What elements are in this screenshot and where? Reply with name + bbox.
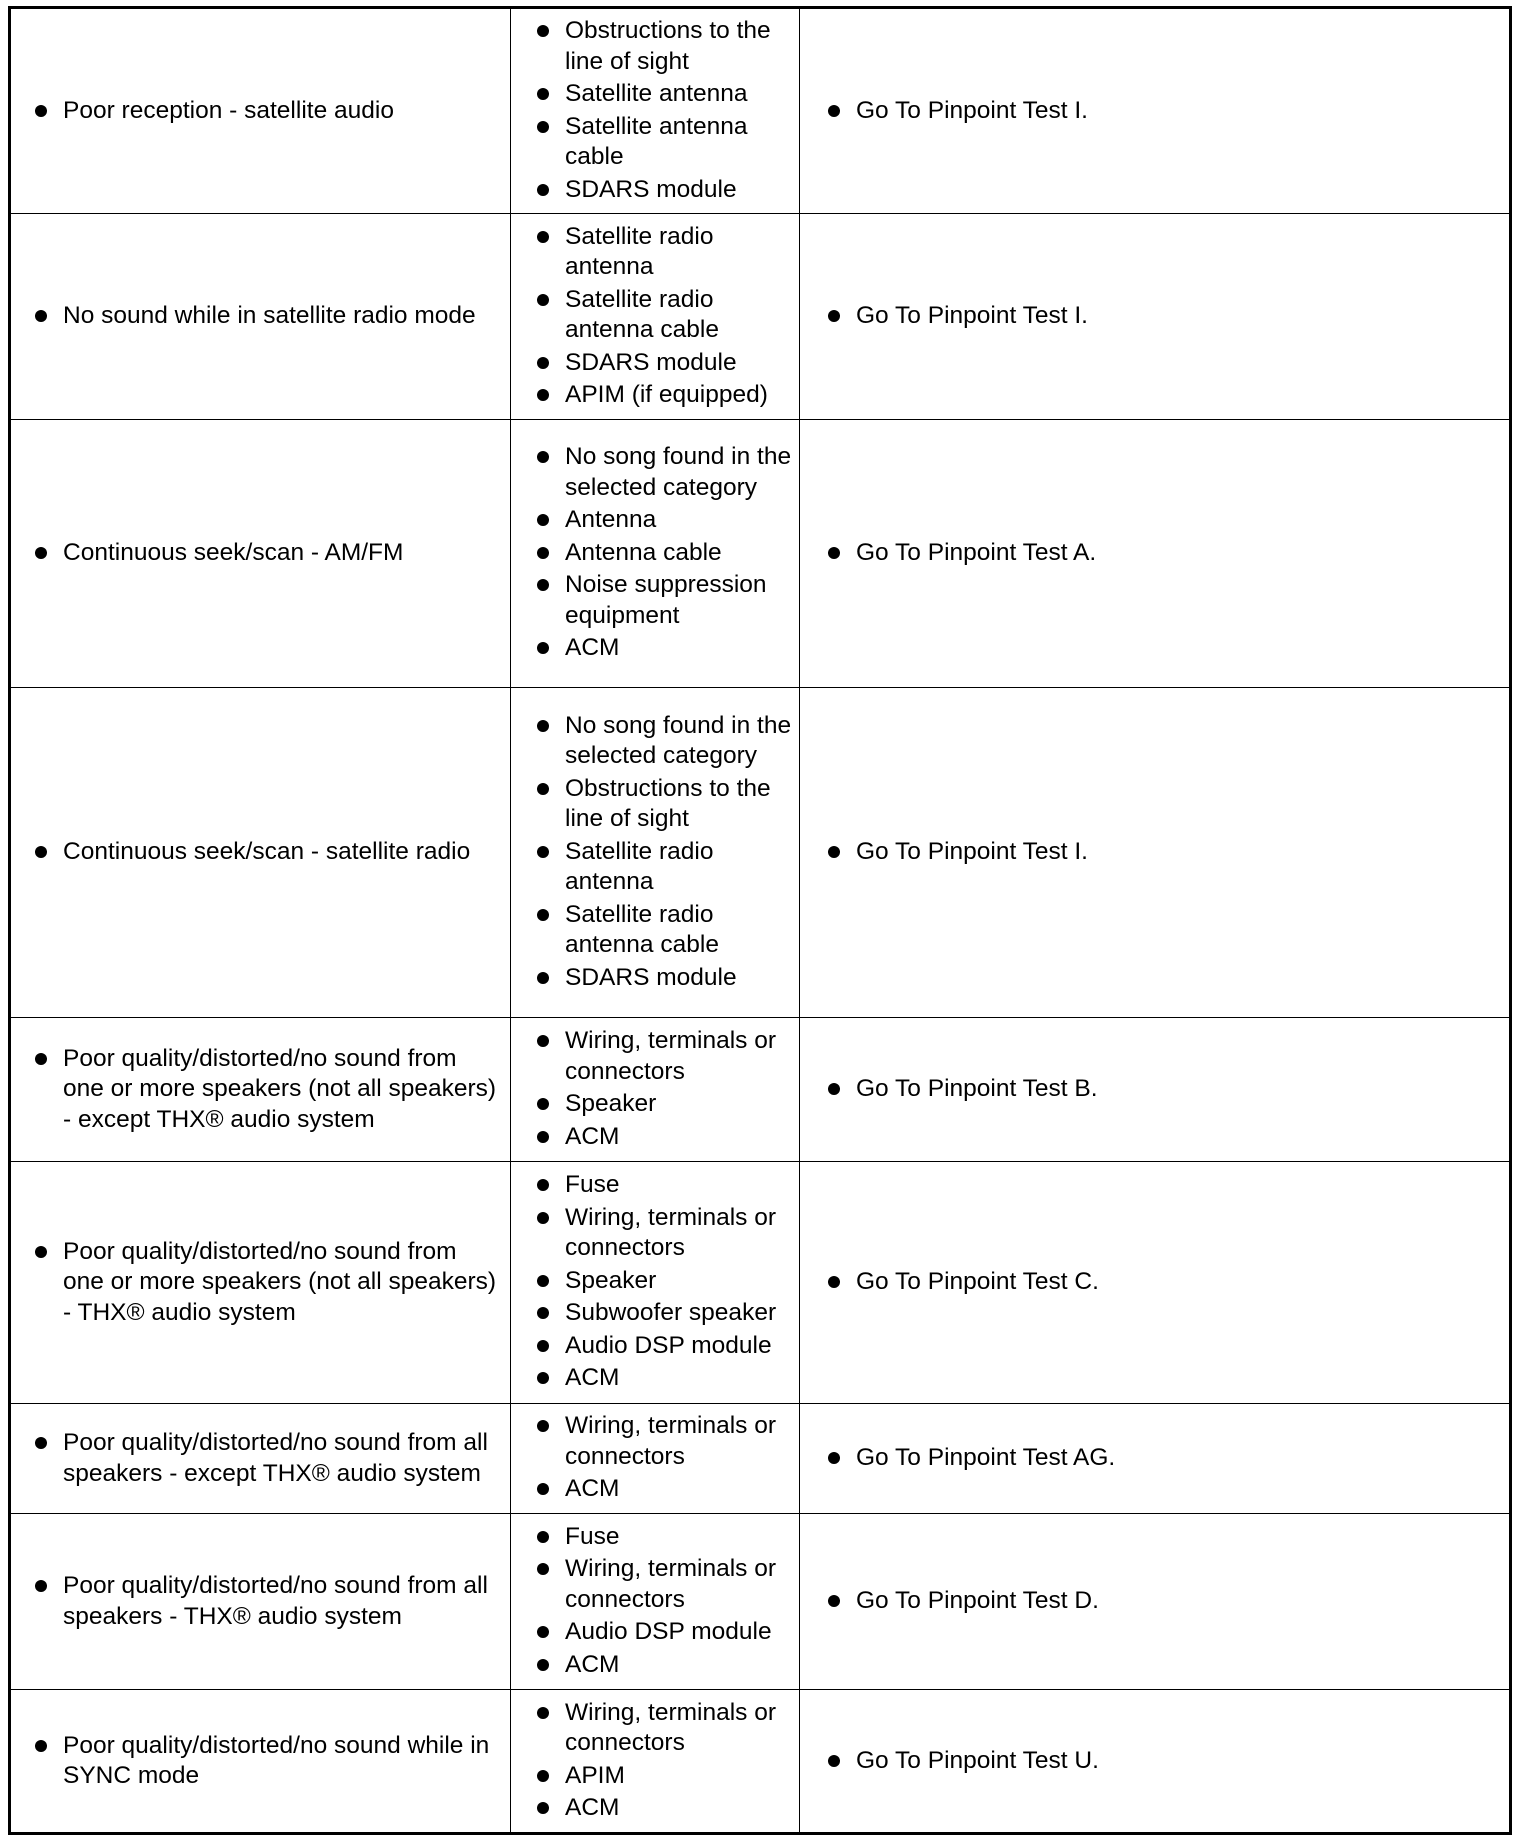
- symptom-cell: [10, 8, 511, 214]
- bullet-icon: [537, 121, 549, 133]
- symptom-item: [31, 837, 502, 868]
- possible-sources-cell: [511, 1514, 800, 1690]
- bullet-icon: [537, 1131, 549, 1143]
- bullet-icon: [35, 846, 47, 858]
- bullet-icon: [537, 25, 549, 37]
- bullet-icon: [537, 972, 549, 984]
- source-text: Satellite radio antenna: [565, 837, 714, 896]
- bullet-icon: [537, 1563, 549, 1575]
- source-text: ACM: [565, 1475, 620, 1503]
- action-text: Go To Pinpoint Test D.: [856, 1587, 1099, 1615]
- symptom-item: [31, 1428, 502, 1489]
- possible-sources-cell: [511, 1690, 800, 1834]
- possible-sources-cell: [511, 1404, 800, 1514]
- action-cell: [800, 1514, 1511, 1690]
- bullet-icon: [537, 1420, 549, 1432]
- symptom-text: Poor quality/distorted/no sound from one or more speakers (not all speakers) - THX® audio system: [63, 1237, 497, 1326]
- list-item: [533, 1650, 793, 1681]
- list-item: [533, 285, 793, 346]
- symptom-item: [31, 96, 502, 127]
- list-item: [533, 505, 793, 536]
- action-cell: [800, 688, 1511, 1018]
- source-text: Obstructions to the line of sight: [565, 17, 771, 75]
- action-cell: [800, 214, 1511, 420]
- bullet-icon: [537, 642, 549, 654]
- symptom-text: Poor quality/distorted/no sound from one or more speakers (not all speakers) - except THX® audio system: [63, 1044, 497, 1133]
- action-text: Go To Pinpoint Test I.: [856, 302, 1088, 330]
- source-text: Satellite antenna: [565, 80, 748, 107]
- table-row: [10, 1514, 1511, 1690]
- bullet-icon: [35, 547, 47, 559]
- list-item: [533, 1554, 793, 1615]
- symptom-cell: [10, 1514, 511, 1690]
- bullet-icon: [537, 1212, 549, 1224]
- bullet-icon: [537, 184, 549, 196]
- table-row: [10, 8, 1511, 214]
- bullet-icon: [537, 1372, 549, 1384]
- symptom-text: Continuous seek/scan - AM/FM: [63, 539, 404, 567]
- list-item: [533, 1698, 793, 1759]
- source-text: APIM: [565, 1761, 625, 1789]
- symptom-chart: [8, 6, 1512, 1832]
- list-item: [533, 112, 793, 173]
- source-text: SDARS module: [565, 348, 737, 376]
- bullet-icon: [537, 846, 549, 858]
- source-text: Satellite antenna cable: [565, 112, 748, 170]
- bullet-icon: [537, 1098, 549, 1110]
- source-text: Wiring, terminals or connectors: [565, 1698, 777, 1756]
- source-text: ACM: [565, 1122, 620, 1150]
- list-item: [533, 963, 793, 994]
- table-row: [10, 1162, 1511, 1404]
- action-item: [824, 1586, 1499, 1617]
- bullet-icon: [537, 783, 549, 795]
- list-item: [533, 1089, 793, 1120]
- list-item: [533, 1170, 793, 1201]
- list-item: [533, 222, 793, 283]
- possible-sources-list: [533, 1522, 793, 1681]
- source-text: Audio DSP module: [565, 1331, 772, 1359]
- action-cell: [800, 1404, 1511, 1514]
- source-text: No song found in the selected category: [565, 443, 792, 501]
- bullet-icon: [828, 310, 840, 322]
- bullet-icon: [537, 1179, 549, 1191]
- action-text: Go To Pinpoint Test I.: [856, 96, 1088, 124]
- source-text: Fuse: [565, 1522, 620, 1550]
- action-cell: [800, 1018, 1511, 1162]
- symptom-item: [31, 1731, 502, 1792]
- action-text: Go To Pinpoint Test AG.: [856, 1444, 1116, 1472]
- action-text: Go To Pinpoint Test U.: [856, 1746, 1099, 1774]
- list-item: [533, 1474, 793, 1505]
- list-item: [533, 774, 793, 835]
- possible-sources-cell: [511, 688, 800, 1018]
- list-item: [533, 1298, 793, 1329]
- source-text: Wiring, terminals or connectors: [565, 1412, 777, 1470]
- bullet-icon: [828, 105, 840, 117]
- bullet-icon: [537, 579, 549, 591]
- possible-sources-list: [533, 1026, 793, 1152]
- symptom-item: [31, 1571, 502, 1632]
- possible-sources-list: [533, 222, 793, 411]
- bullet-icon: [35, 105, 47, 117]
- bullet-icon: [828, 846, 840, 858]
- possible-sources-list: [533, 442, 793, 664]
- action-text: Go To Pinpoint Test A.: [856, 539, 1097, 567]
- list-item: [533, 380, 793, 411]
- source-text: Audio DSP module: [565, 1618, 772, 1646]
- bullet-icon: [35, 1246, 47, 1258]
- source-text: Wiring, terminals or connectors: [565, 1027, 777, 1085]
- bullet-icon: [537, 451, 549, 463]
- symptom-cell: [10, 688, 511, 1018]
- source-text: Wiring, terminals or connectors: [565, 1203, 777, 1262]
- bullet-icon: [537, 294, 549, 306]
- symptom-table: [8, 6, 1512, 1835]
- bullet-icon: [35, 1053, 47, 1065]
- symptom-cell: [10, 1018, 511, 1162]
- bullet-icon: [537, 1802, 549, 1814]
- source-text: ACM: [565, 1364, 620, 1392]
- list-item: [533, 1617, 793, 1648]
- symptom-cell: [10, 1162, 511, 1404]
- source-text: APIM (if equipped): [565, 381, 768, 408]
- action-text: Go To Pinpoint Test I.: [856, 838, 1088, 866]
- action-cell: [800, 420, 1511, 688]
- source-text: Speaker: [565, 1266, 657, 1294]
- bullet-icon: [537, 1340, 549, 1352]
- list-item: [533, 1761, 793, 1792]
- bullet-icon: [537, 88, 549, 100]
- symptom-item: [31, 1237, 502, 1329]
- list-item: [533, 1203, 793, 1264]
- action-item: [824, 837, 1499, 868]
- bullet-icon: [35, 1580, 47, 1592]
- source-text: Satellite radio antenna cable: [565, 900, 719, 959]
- possible-sources-cell: [511, 420, 800, 688]
- bullet-icon: [828, 1452, 840, 1464]
- list-item: [533, 633, 793, 664]
- list-item: [533, 538, 793, 569]
- bullet-icon: [537, 1659, 549, 1671]
- action-text: Go To Pinpoint Test B.: [856, 1075, 1098, 1103]
- bullet-icon: [537, 720, 549, 732]
- bullet-icon: [537, 1531, 549, 1543]
- source-text: No song found in the selected category: [565, 711, 792, 770]
- symptom-cell: [10, 1404, 511, 1514]
- source-text: Antenna cable: [565, 538, 722, 566]
- possible-sources-cell: [511, 8, 800, 214]
- bullet-icon: [35, 1740, 47, 1752]
- symptom-cell: [10, 420, 511, 688]
- list-item: [533, 1793, 793, 1824]
- bullet-icon: [537, 1770, 549, 1782]
- source-text: Speaker: [565, 1090, 657, 1117]
- action-text: Go To Pinpoint Test C.: [856, 1268, 1099, 1296]
- source-text: ACM: [565, 634, 620, 662]
- bullet-icon: [537, 1483, 549, 1495]
- bullet-icon: [537, 357, 549, 369]
- bullet-icon: [537, 1035, 549, 1047]
- possible-sources-list: [533, 16, 793, 205]
- list-item: [533, 175, 793, 206]
- action-item: [824, 1443, 1499, 1474]
- list-item: [533, 442, 793, 503]
- bullet-icon: [828, 1595, 840, 1607]
- list-item: [533, 1026, 793, 1087]
- possible-sources-cell: [511, 214, 800, 420]
- symptom-text: Poor quality/distorted/no sound from all speakers - THX® audio system: [63, 1572, 488, 1630]
- list-item: [533, 16, 793, 77]
- bullet-icon: [828, 1276, 840, 1288]
- bullet-icon: [828, 1083, 840, 1095]
- source-text: Antenna: [565, 506, 657, 534]
- bullet-icon: [537, 1707, 549, 1719]
- symptom-text: Continuous seek/scan - satellite radio: [63, 838, 471, 866]
- action-item: [824, 1746, 1499, 1777]
- action-item: [824, 1074, 1499, 1105]
- bullet-icon: [537, 1307, 549, 1319]
- list-item: [533, 1363, 793, 1394]
- symptom-item: [31, 538, 502, 569]
- list-item: [533, 711, 793, 772]
- bullet-icon: [537, 909, 549, 921]
- possible-sources-list: [533, 1411, 793, 1505]
- symptom-text: Poor quality/distorted/no sound from all speakers - except THX® audio system: [63, 1429, 488, 1487]
- list-item: [533, 1411, 793, 1472]
- list-item: [533, 1266, 793, 1297]
- list-item: [533, 1331, 793, 1362]
- source-text: SDARS module: [565, 175, 737, 203]
- source-text: Satellite radio antenna cable: [565, 285, 719, 343]
- table-body: [10, 8, 1511, 1834]
- possible-sources-list: [533, 711, 793, 994]
- action-cell: [800, 1162, 1511, 1404]
- source-text: Obstructions to the line of sight: [565, 774, 771, 833]
- list-item: [533, 900, 793, 961]
- action-item: [824, 538, 1499, 569]
- bullet-icon: [537, 547, 549, 559]
- action-cell: [800, 8, 1511, 214]
- table-row: [10, 1404, 1511, 1514]
- symptom-cell: [10, 1690, 511, 1834]
- action-cell: [800, 1690, 1511, 1834]
- source-text: SDARS module: [565, 963, 737, 991]
- bullet-icon: [828, 547, 840, 559]
- action-item: [824, 1267, 1499, 1298]
- source-text: ACM: [565, 1650, 620, 1678]
- source-text: Subwoofer speaker: [565, 1299, 777, 1327]
- possible-sources-cell: [511, 1162, 800, 1404]
- table-row: [10, 688, 1511, 1018]
- symptom-item: [31, 1044, 502, 1136]
- table-row: [10, 420, 1511, 688]
- list-item: [533, 1522, 793, 1553]
- bullet-icon: [35, 310, 47, 322]
- symptom-text: No sound while in satellite radio mode: [63, 302, 476, 330]
- source-text: Satellite radio antenna: [565, 222, 714, 280]
- source-text: Wiring, terminals or connectors: [565, 1555, 777, 1613]
- bullet-icon: [828, 1755, 840, 1767]
- action-item: [824, 301, 1499, 332]
- bullet-icon: [537, 389, 549, 401]
- bullet-icon: [35, 1437, 47, 1449]
- list-item: [533, 79, 793, 110]
- list-item: [533, 570, 793, 631]
- source-text: Noise suppression equipment: [565, 571, 767, 629]
- source-text: Fuse: [565, 1171, 620, 1199]
- table-row: [10, 1690, 1511, 1834]
- table-row: [10, 1018, 1511, 1162]
- bullet-icon: [537, 231, 549, 243]
- list-item: [533, 1122, 793, 1153]
- symptom-item: [31, 301, 502, 332]
- list-item: [533, 348, 793, 379]
- action-item: [824, 96, 1499, 127]
- bullet-icon: [537, 514, 549, 526]
- source-text: ACM: [565, 1794, 620, 1821]
- bullet-icon: [537, 1626, 549, 1638]
- possible-sources-cell: [511, 1018, 800, 1162]
- possible-sources-list: [533, 1170, 793, 1394]
- symptom-text: Poor reception - satellite audio: [63, 96, 394, 124]
- list-item: [533, 837, 793, 898]
- symptom-cell: [10, 214, 511, 420]
- table-row: [10, 214, 1511, 420]
- possible-sources-list: [533, 1698, 793, 1824]
- symptom-text: Poor quality/distorted/no sound while in SYNC mode: [63, 1731, 490, 1789]
- bullet-icon: [537, 1275, 549, 1287]
